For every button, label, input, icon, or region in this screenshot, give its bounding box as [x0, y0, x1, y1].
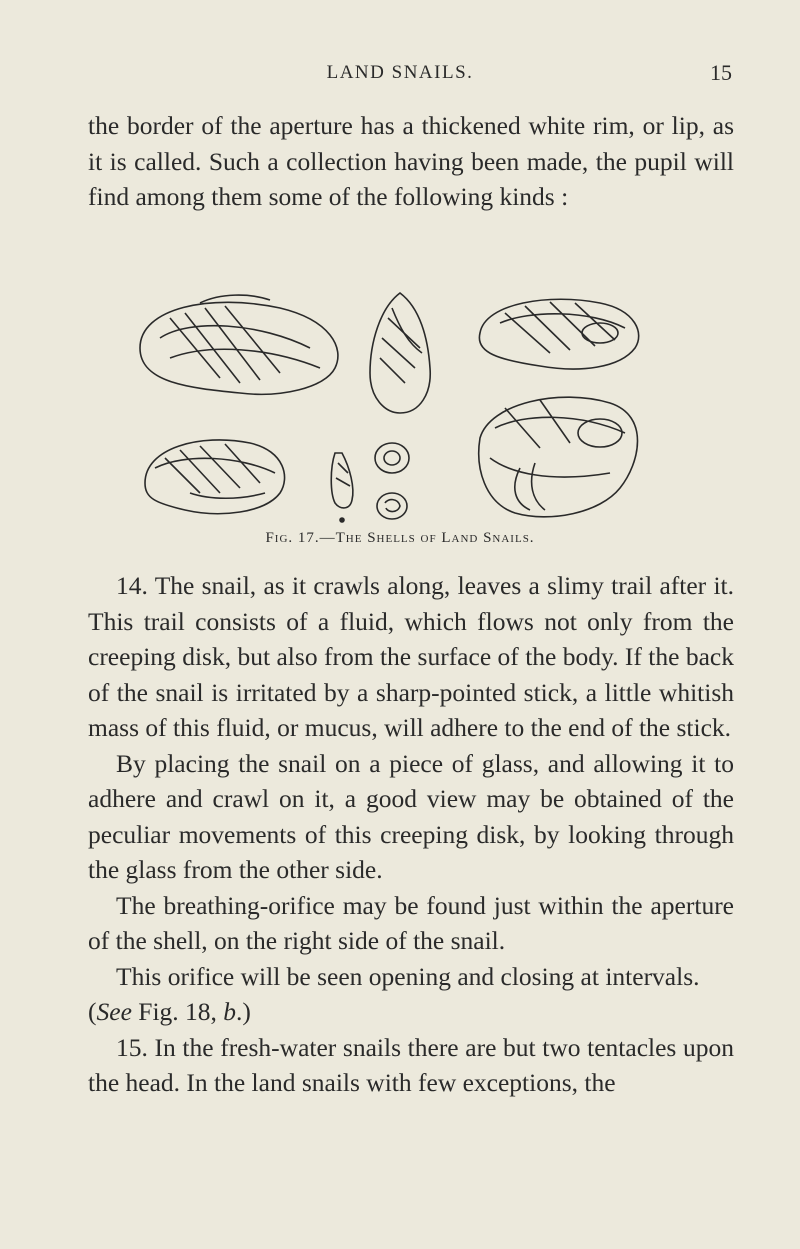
figure-caption [0, 530, 800, 547]
see-reference [88, 994, 734, 1030]
flat-shell-icon [140, 295, 338, 394]
fig-letter: b [223, 997, 237, 1026]
running-head: LAND SNAILS. [326, 62, 474, 83]
fig-ref: Fig. 18, [131, 997, 224, 1026]
tall-shell-icon [370, 293, 430, 413]
opening-paragraph-block [88, 108, 734, 215]
page-number: 15 [710, 60, 732, 85]
paragraph: This orifice will be seen opening and closing at intervals. [116, 961, 700, 991]
paragraph: By placing the snail on a piece of glass, and allowing it to adhere and crawl on it, a good view may be obtained of the peculiar movements of this creeping disk, by looking through the glass from the other side. [88, 748, 734, 884]
see-word: See [96, 997, 132, 1026]
paragraph: the border of the aperture has a thickened white rim, or lip, as it is called. Such a collection having been made, the pupil will find among them some of the following kinds : [88, 111, 734, 211]
paragraph: 15. In the fresh-water snails there are but two tentacles upon the head. In the land snails with few exceptions, the [88, 1032, 734, 1097]
figure-caption-text: Fig. 17.—The Shells of Land Snails. [265, 530, 535, 546]
main-text-block [88, 568, 734, 1101]
paragraph: 14. The snail, as it crawls along, leaves a slimy trail after it. This trail consists of a fluid, which flows not only from the creeping disk, but also from the surface of the body. If the back of the snail is irritated by a sharp-pointed stick, a little whitish mass of this fluid, or mucus, will adhere to the end of the stick. [88, 571, 734, 742]
paren-close: .) [236, 997, 251, 1026]
small-flat-shell-icon [145, 440, 285, 514]
tiny-shell-icon [331, 443, 409, 522]
shells-illustration [130, 288, 650, 528]
paragraph: The breathing-orifice may be found just within the aperture of the shell, on the right side of the snail. [88, 890, 734, 955]
round-shell-icon [479, 299, 638, 369]
large-coiled-shell-icon [479, 397, 638, 517]
paren-open: ( [88, 997, 97, 1026]
